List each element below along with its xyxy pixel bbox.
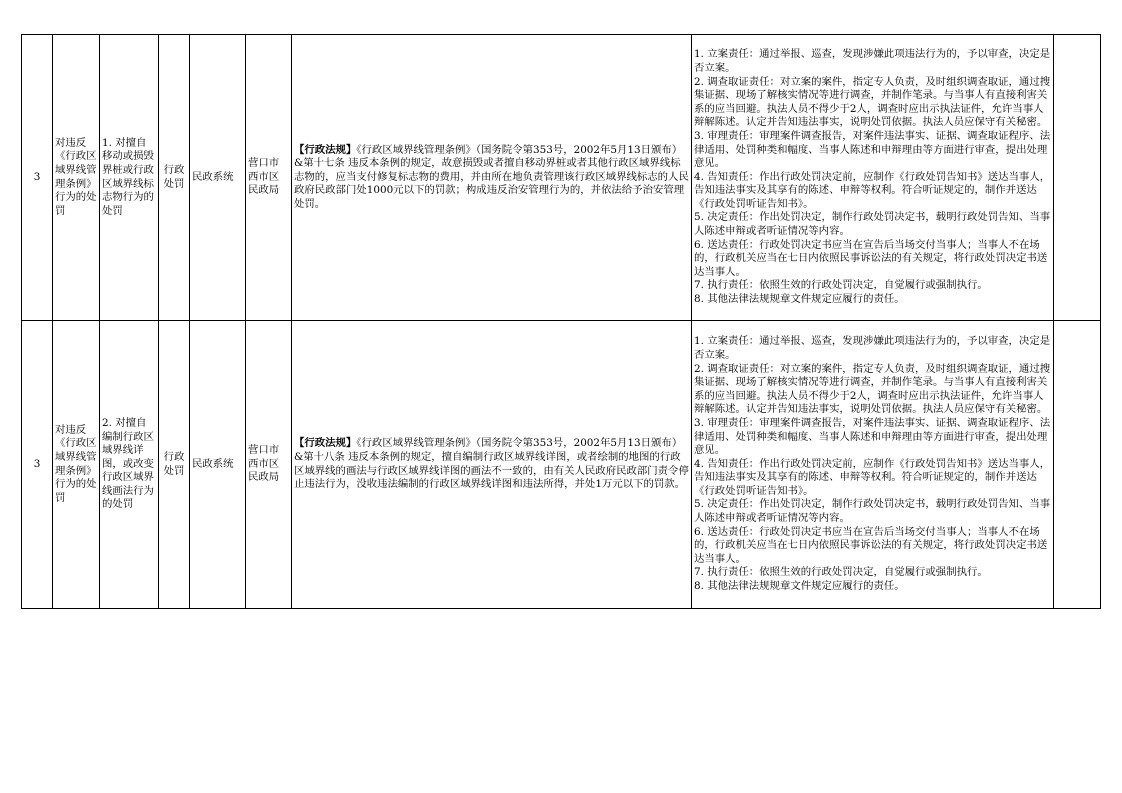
legal-basis-text: 《行政区域界线管理条例》（国务院令第353号，2002年5月13日颁布）&第十八条 违反本条例的规定，擅自编制行政区域界线详图，或者绘制的地图的行政区域界线的画法与行政区域界线详图的画法不一致的，由有关人民政府民政部门责令停止违法行为，没收违法编制的行政区域界线详图和违法所得，并处1万元以下的罚款。 bbox=[294, 437, 689, 491]
agency-cell: 营口市西市区民政局 bbox=[246, 321, 292, 609]
responsibility-cell bbox=[692, 35, 1054, 321]
agency-cell: 营口市西市区民政局 bbox=[246, 35, 292, 321]
duty-item: 6. 送达责任：行政处罚决定书应当在宣告后当场交付当事人；当事人不在场的，行政机关应当在七日内依照民事诉讼法的有关规定，将行政处罚决定书送达当事人。 bbox=[694, 238, 1048, 278]
duty-item: 6. 送达责任：行政处罚决定书应当在宣告后当场交付当事人；当事人不在场的，行政机关应当在七日内依照民事诉讼法的有关规定，将行政处罚决定书送达当事人。 bbox=[694, 525, 1048, 565]
duty-item: 5. 决定责任：作出处罚决定，制作行政处罚决定书，载明行政处罚告知、当事人陈述申辩或者听证情况等内容。 bbox=[694, 211, 1051, 238]
duty-item: 2. 调查取证责任：对立案的案件，指定专人负责，及时组织调查取证，通过搜集证据、现场了解核实情况等进行调查，并制作笔录。与当事人有直接利害关系的应当回避。执法人员不得少于2人，调查时应出示执法证件，允许当事人辩解陈述。认定并告知违法事实，说明处罚依据。执法人员应保守有关秘密。 bbox=[694, 75, 1051, 129]
duty-item: 2. 调查取证责任：对立案的案件，指定专人负责，及时组织调查取证，通过搜集证据、现场了解核实情况等进行调查，并制作笔录。与当事人有直接利害关系的应当回避。执法人员不得少于2人，调查时应出示执法证件，允许当事人辩解陈述。认定并告知违法事实，说明处罚依据。执法人员应保守有关秘密。 bbox=[694, 362, 1051, 416]
duty-item: 1. 立案责任：通过举报、巡查，发现涉嫌此项违法行为的，予以审查，决定是否立案。 bbox=[694, 335, 1051, 361]
parent-item-cell: 对违反《行政区域界线管理条例》行为的处罚 bbox=[53, 35, 100, 321]
parent-item-cell: 对违反《行政区域界线管理条例》行为的处罚 bbox=[53, 321, 100, 609]
table-row bbox=[22, 321, 1101, 609]
remarks-cell bbox=[1054, 35, 1101, 321]
legal-basis-cell bbox=[292, 321, 692, 609]
duty-item: 7. 执行责任：依照生效的行政处罚决定，自觉履行或强制执行。 bbox=[694, 279, 988, 292]
responsibility-cell bbox=[692, 321, 1054, 609]
duty-item: 8. 其他法律法规规章文件规定应履行的责任。 bbox=[694, 293, 905, 306]
table-row bbox=[22, 35, 1101, 321]
item-type-cell: 行政处罚 bbox=[159, 321, 190, 609]
duty-item: 8. 其他法律法规规章文件规定应履行的责任。 bbox=[694, 580, 905, 593]
legal-basis-text: 《行政区域界线管理条例》（国务院令第353号，2002年5月13日颁布）&第十七条 违反本条例的规定，故意损毁或者擅自移动界桩或者其他行政区域界线标志物的，应当支付修复标志物的费用，并由所在地负责管理该行政区域界线标志的人民政府民政部门处1000元以下的罚款；构成违反治安管理行为的，并依法给予治安管理处罚。 bbox=[294, 143, 689, 210]
duty-item: 5. 决定责任：作出处罚决定，制作行政处罚决定书，载明行政处罚告知、当事人陈述申辩或者听证情况等内容。 bbox=[694, 498, 1051, 525]
item-number-cell: 3 bbox=[22, 321, 53, 609]
remarks-cell bbox=[1054, 321, 1101, 609]
duty-item: 3. 审理责任：审理案件调查报告，对案件违法事实、证据、调查取证程序、法律适用、处罚种类和幅度、当事人陈述和申辩理由等方面进行审查，提出处理意见。 bbox=[694, 416, 1051, 457]
sub-item-cell: 2. 对擅自编制行政区域界线详图，或改变行政区域界线画法行为的处罚 bbox=[100, 321, 159, 609]
legal-basis-cell bbox=[292, 35, 692, 321]
penalty-items-table bbox=[21, 34, 1101, 609]
duty-item: 4. 告知责任：作出行政处罚决定前，应制作《行政处罚告知书》送达当事人，告知违法事实及其享有的陈述、申辩等权利。符合听证规定的，制作并送达《行政处罚听证告知书》。 bbox=[694, 457, 1051, 497]
item-type-cell: 行政处罚 bbox=[159, 35, 190, 321]
legal-basis-tag: 【行政法规】 bbox=[294, 437, 357, 450]
system-cell: 民政系统 bbox=[190, 35, 246, 321]
duty-item: 3. 审理责任：审理案件调查报告，对案件违法事实、证据、调查取证程序、法律适用、处罚种类和幅度、当事人陈述和申辩理由等方面进行审查，提出处理意见。 bbox=[694, 129, 1051, 170]
system-cell: 民政系统 bbox=[190, 321, 246, 609]
duty-item: 7. 执行责任：依照生效的行政处罚决定，自觉履行或强制执行。 bbox=[694, 566, 988, 579]
legal-basis-tag: 【行政法规】 bbox=[294, 143, 357, 156]
duty-item: 4. 告知责任：作出行政处罚决定前，应制作《行政处罚告知书》送达当事人，告知违法事实及其享有的陈述、申辩等权利。符合听证规定的，制作并送达《行政处罚听证告知书》。 bbox=[694, 170, 1051, 210]
item-number-cell: 3 bbox=[22, 35, 53, 321]
sub-item-cell: 1. 对擅自移动或损毁界桩或行政区域界线标志物行为的处罚 bbox=[100, 35, 159, 321]
duty-item: 1. 立案责任：通过举报、巡查，发现涉嫌此项违法行为的，予以审查，决定是否立案。 bbox=[694, 48, 1051, 74]
